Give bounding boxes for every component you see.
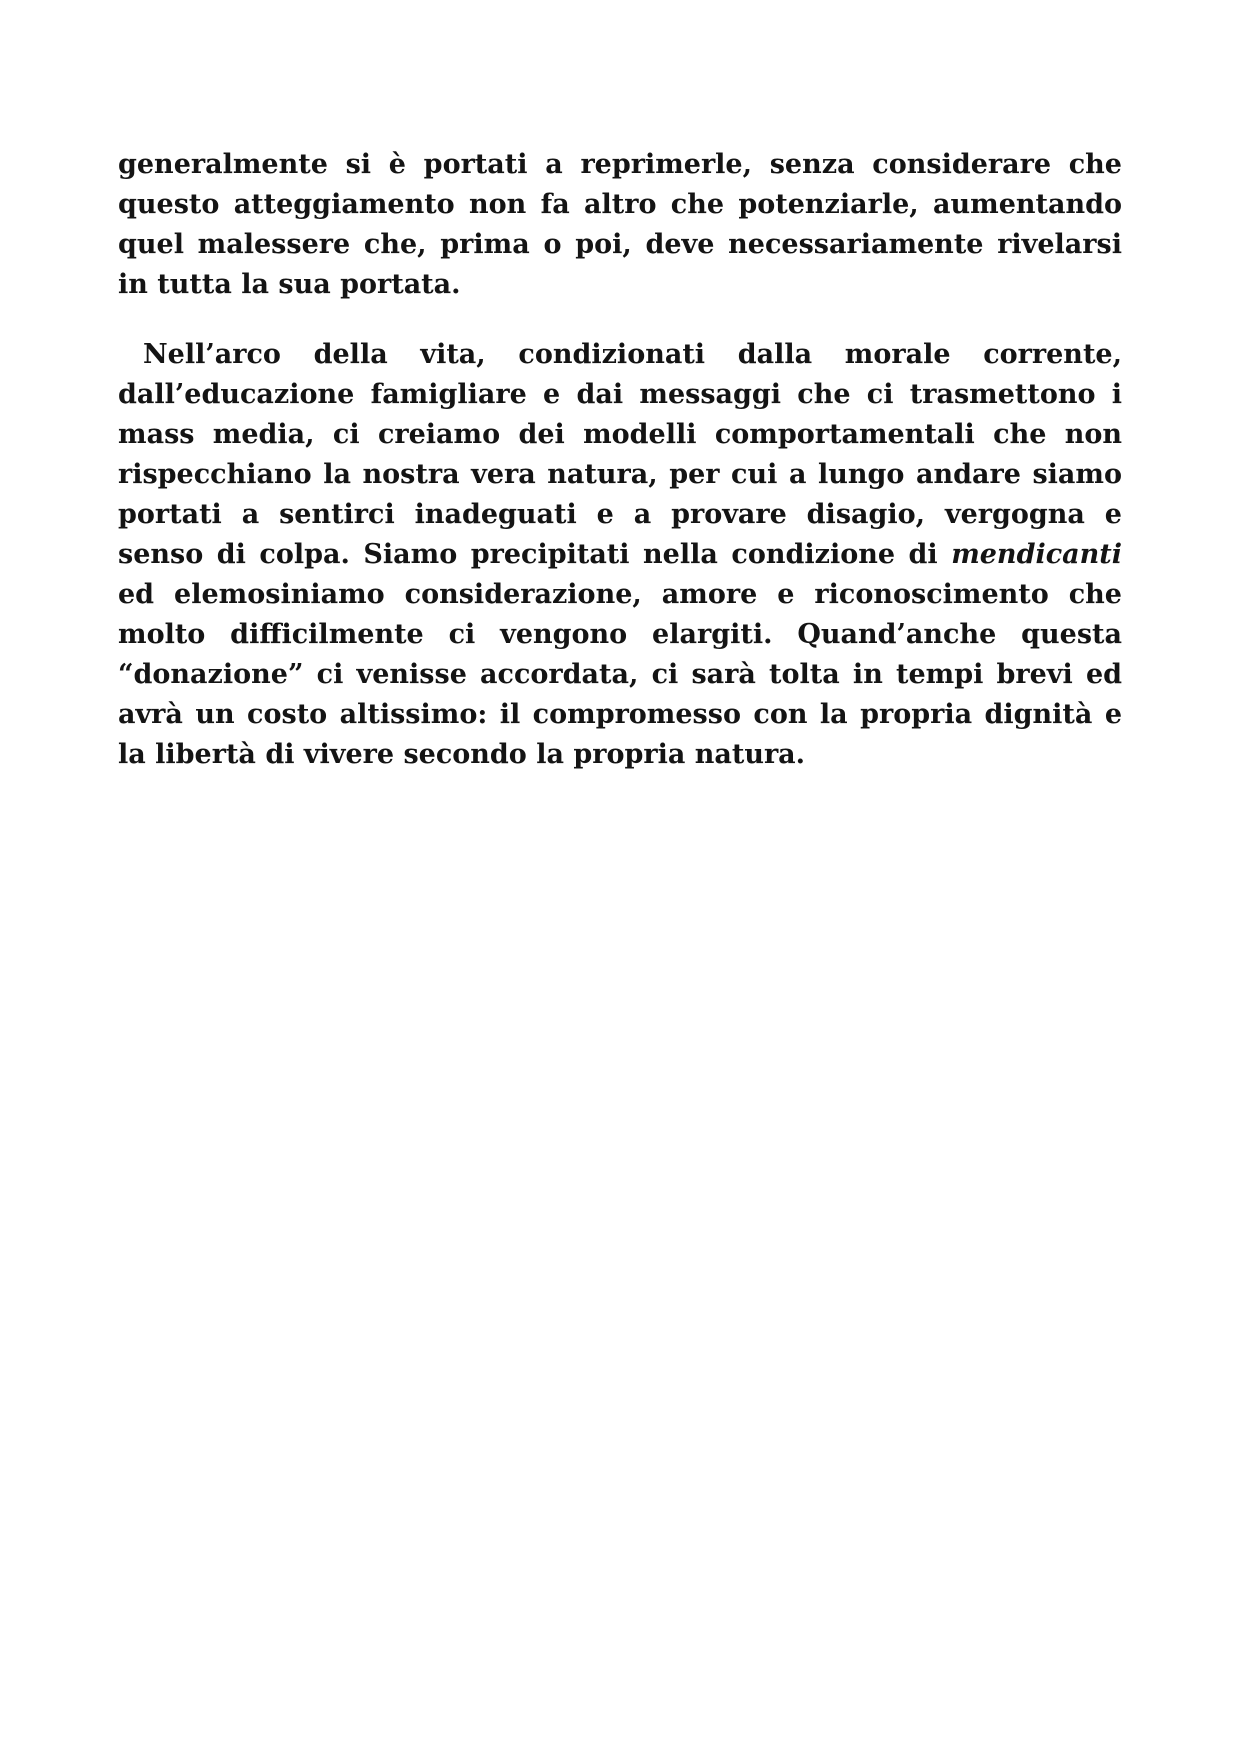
italic-emphasis: mendicanti [951,539,1122,570]
body-text [118,145,1122,775]
paragraph-2 [118,335,1122,775]
paragraph-2-text-start: Nell’arco della vita, condizionati dalla morale corrente, dall’educazione famigliare e dai messaggi che ci trasmettono i mass media, ci creiamo dei modelli comportamentali che non rispecchiano la nostra vera natura, per cui a lungo andare siamo portati a sentirci inadeguati e a provare disagio, vergogna e senso di colpa. Siamo precipitati nella condizione di [118,339,1122,570]
paragraph-spacer [118,305,1122,335]
paragraph-2-text-end: ed elemosiniamo considerazione, amore e riconoscimento che molto difficilmente ci vengono elargiti. Quand’anche questa “donazione” ci venisse accordata, ci sarà tolta in tempi brevi ed avrà un costo altissimo: il compromesso con la propria dignità e la libertà di vivere secondo la propria natura. [118,579,1122,770]
paragraph-1: generalmente si è portati a reprimerle, senza considerare che questo atteggiamento non fa altro che potenziarle, aumentando quel malessere che, prima o poi, deve necessariamente rivelarsi in tutta la sua portata. [118,149,1122,300]
